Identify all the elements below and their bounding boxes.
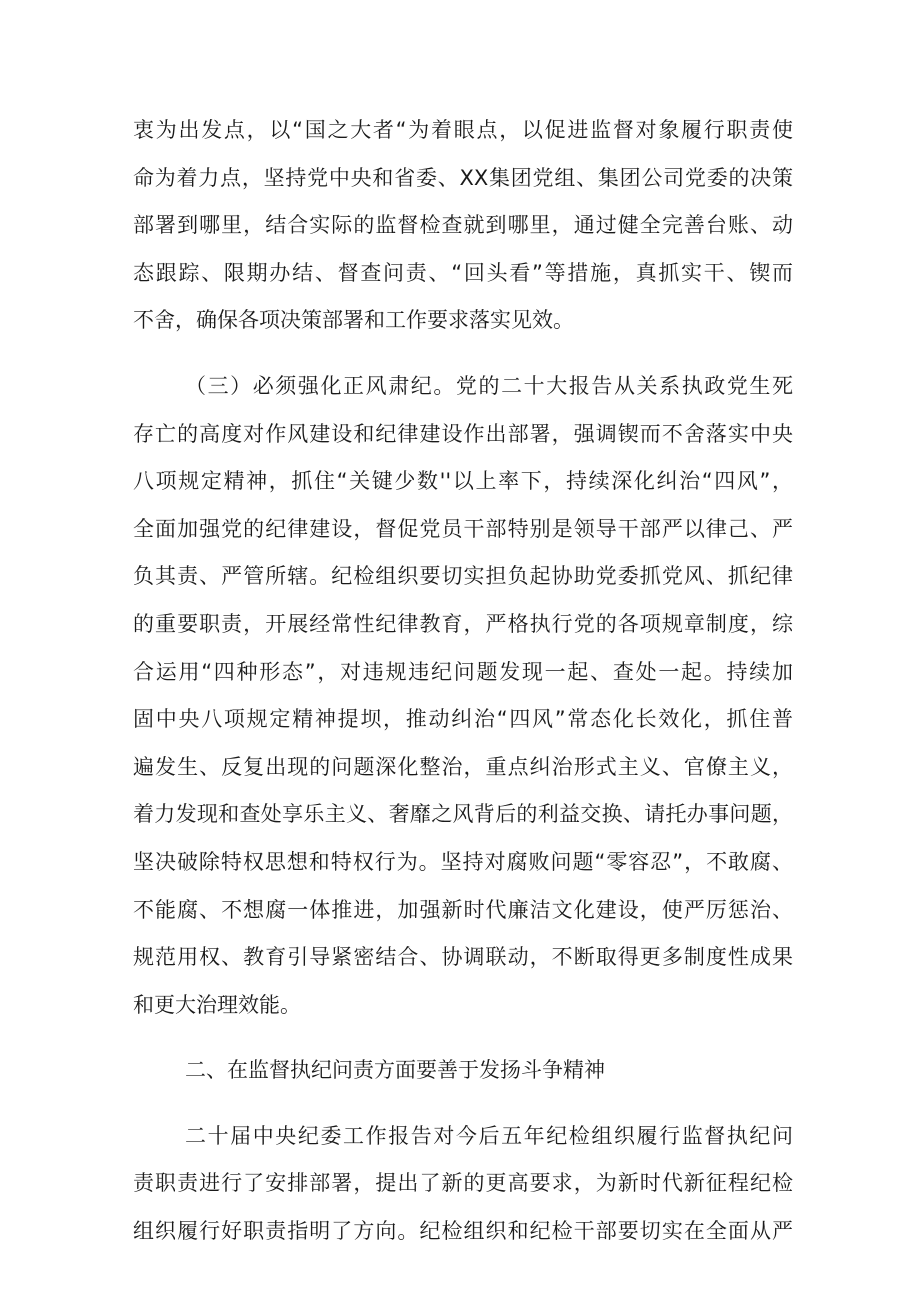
text-line: 命为着力点，坚持党中央和省委、XX集团党组、集团公司党委的决策 [133,165,793,190]
paragraph-gap [133,1029,793,1047]
text-line: 遍发生、反复出现的问题深化整治，重点纠治形式主义、官僚主义， [133,754,793,779]
text-line: 不舍，确保各项决策部署和工作要求落实见效。 [133,308,574,333]
text-line: 不能腐、不想腐一体推进，加强新时代廉洁文化建设，使严厉惩治、 [133,897,793,922]
paragraph-report [133,1113,793,1256]
text-line: 存亡的高度对作风建设和纪律建设作出部署，强调锲而不舍落实中央 [133,421,793,446]
text-line: 和更大治理效能。 [133,992,301,1017]
text-line: 全面加强党的纪律建设，督促党员干部特别是领导干部严以律己、严 [133,516,793,541]
text-line: （三）必须强化正风肃纪。党的二十大报告从关系执政党生死 [185,373,793,398]
paragraph-gap [133,1095,793,1113]
text-line: 负其责、严管所辖。纪检组织要切实担负起协助党委抓党风、抓纪律 [133,564,793,589]
text-line: 责职责进行了安排部署，提出了新的更高要求，为新时代新征程纪检 [133,1171,793,1196]
text-line: 八项规定精神，抓住“关键少数''以上率下，持续深化纠治“四风”， [133,469,793,494]
text-line: 坚决破除特权思想和特权行为。坚持对腐败问题“零容忍”，不敢腐、 [133,849,793,874]
text-line: 二十届中央纪委工作报告对今后五年纪检组织履行监督执纪问 [185,1123,793,1148]
text-line: 衷为出发点，以“国之大者“为着眼点，以促进监督对象履行职责使 [133,118,793,142]
text-line: 态跟踪、限期办结、督查问责、“回头看”等措施，真抓实干、锲而 [133,260,793,285]
paragraph-implementation [133,107,793,345]
text-line: 部署到哪里，结合实际的监督检查就到哪里，通过健全完善台账、动 [133,213,793,238]
heading-line: 二、在监督执纪问责方面要善于发扬斗争精神 [185,1058,605,1083]
paragraph-gap [133,345,793,363]
text-line: 固中央八项规定精神提坝，推动纠治“四风”常态化长效化，抓住普 [133,707,793,732]
document-body [133,107,793,1256]
paragraph-discipline [133,363,793,1029]
text-line: 着力发现和查处享乐主义、奢靡之风背后的利益交换、请托办事问题， [133,802,793,827]
text-line: 规范用权、教育引导紧密结合、协调联动，不断取得更多制度性成果 [133,945,793,970]
text-line: 的重要职责，开展经常性纪律教育，严格执行党的各项规章制度，综 [133,611,793,636]
section-heading [133,1047,793,1095]
text-line: 组织履行好职责指明了方向。纪检组织和纪检干部要切实在全面从严 [133,1219,793,1244]
text-line: 合运用“四种形态”，对违规违纪问题发现一起、查处一起。持续加 [133,659,793,684]
